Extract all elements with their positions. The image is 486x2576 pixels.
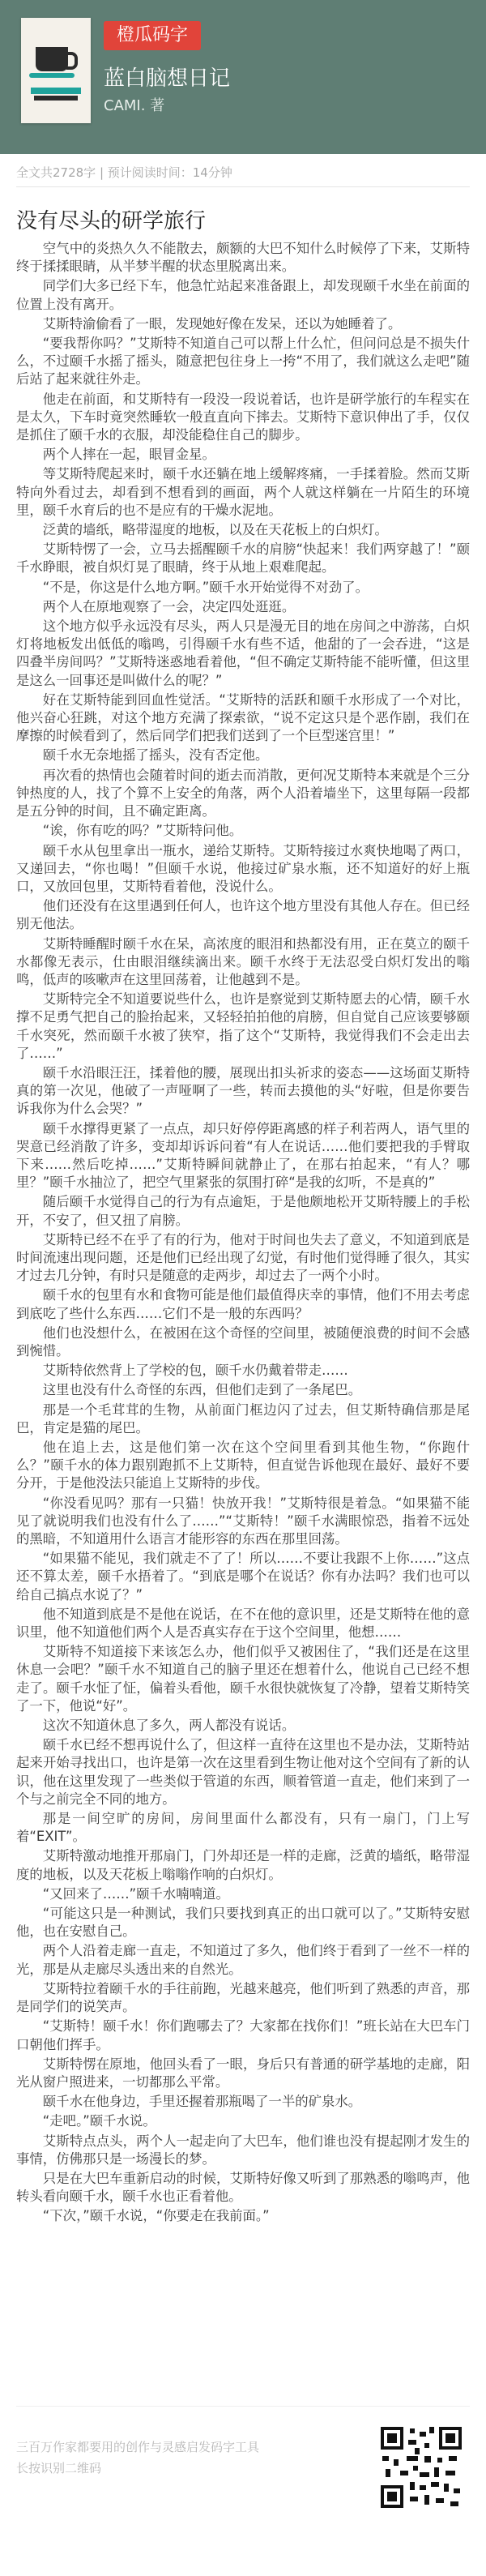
paragraph: 他在追上去，这是他们第一次在这个空间里看到其他生物，“你跑什么？”颐千水的体力跟别跑抓不上艾斯特，但直觉告诉他现在最好、最好不要分开，于是他没法只能追上艾斯特的步伐。 [16, 1440, 470, 1491]
footer-divider [16, 2406, 470, 2407]
paragraph: 再次看的热情也会随着时间的逝去而消散，更何况艾斯特本来就是个三分钟热度的人，找了个算不上安全的角落，两个人沿着墙坐下，这里每隔一段都是五分钟的时间，且不确定距离。 [16, 767, 470, 819]
paragraph: 他们还没有在这里遇到任何人，也许这个地方里没有其他人存在。但已经别无他法。 [16, 898, 470, 932]
app-header [0, 0, 486, 154]
paragraph: 好在艾斯特能到回血性觉活。“艾斯特的活跃和颐千水形成了一个对比，他兴奋心狂跳，对这个地方充满了探索欲，“说不定这只是个恶作剧，我们在摩擦的时候看到了，然后同学们把我们送到了一个巨型迷宫里！” [16, 691, 470, 744]
book-title: 蓝白脑想日记 [104, 66, 231, 91]
paragraph: 这次不知道休息了多久，两人都没有说话。 [42, 1718, 296, 1734]
qr-code-icon [377, 2424, 465, 2511]
paragraph: “要我帮你吗？”艾斯特不知道自己可以帮上什么忙，但问问总是不损失什么，不过颐千水摇了摇头，随意把包往身上一挎“不用了，我们就这么走吧”随后站了起来就往外走。 [16, 336, 470, 387]
paragraph: 颐千水在他身边，手里还握着那瓶喝了一半的矿泉水。 [42, 2094, 362, 2110]
paragraph: 艾斯特愣在原地，他回头看了一眼，身后只有普通的研学基地的走廊，阳光从窗户照进来，一切都那么平常。 [16, 2056, 470, 2090]
footer [0, 2406, 486, 2576]
paragraph: 同学们大多已经下车，他急忙站起来准备跟上，却发现颐千水坐在前面的位置上没有离开。 [16, 278, 470, 312]
paragraph: 颐千水无奈地摇了摇头，没有否定他。 [42, 747, 269, 764]
paragraph: 两个人沿着走廊一直走，不知道过了多久，他们终于看到了一丝不一样的光，那是从走廊尽头透出来的自然光。 [16, 1943, 470, 1977]
paragraph: 他不知道到底是不是他在说话，在不在他的意识里，还是艾斯特在他的意识里，他不知道他们两个人是否真实存在于这个空间里，他想…… [16, 1606, 470, 1641]
paragraph: “艾斯特！颐千水！你们跑哪去了？大家都在找你们！”班长站在大巴车门口朝他们挥手。 [16, 2018, 470, 2052]
footer-qr-hint: 长按识别二维码 [16, 2461, 102, 2475]
paragraph: 艾斯特已经不在乎了有的行为，他对于时间也失去了意义，不知道到底是时间流速出现问题，还是他们已经出现了幻觉，有时他们觉得睡了很久，其实才过去几分钟，有时只是随意的走两步，却过去了一两个小时。 [16, 1231, 470, 1284]
paragraph: 艾斯特点点头，两个人一起走向了大巴车，他们谁也没有提起刚才发生的事情，仿佛那只是一场漫长的梦。 [16, 2133, 470, 2167]
author-name: CAMI. 著 [104, 97, 165, 114]
paragraph: 颐千水从包里拿出一瓶水，递给艾斯特。艾斯特接过水爽快地喝了两口，又递回去，“你也喝！”但颐千水说，他接过矿泉水瓶，还不知道好的好上瓶口，又放回包里，艾斯特看着他，没说什么。 [16, 842, 470, 894]
paragraph: 随后颐千水觉得自己的行为有点逾矩，于是他颇地松开艾斯特腰上的手松开，不安了，但又扭了肩膀。 [16, 1194, 470, 1228]
footer-slogan: 三百万作家都要用的创作与灵感启发码字工具 [16, 2440, 260, 2454]
paragraph: 艾斯特完全不知道要说些什么，也许是察觉到艾斯特愿去的心情，颐千水撑不足勇气把自己的脸抬起来，又轻轻拍拍他的肩膀，但自觉自己应该要够颐千水突死，然而颐千水被了狭窄，指了这个“艾斯特，我觉得我们不会走出去了……” [16, 991, 470, 1061]
paragraph: “不是，你这是什么地方啊。”颐千水开始觉得不对劲了。 [42, 579, 369, 595]
paragraph: 艾斯特不知道接下来该怎么办，他们似乎又被困住了，“我们还是在这里休息一会吧？”颐千水不知道自己的脑子里还在想着什么，他说自己已经不想走了。颐千水怔了怔，偏着头看他，颐千水很快就恢复了冷静，望着艾斯特笑了一下，他说“好”。 [16, 1644, 470, 1714]
paragraph: 颐千水已经不想再说什么了，但这样一直待在这里也不是办法，艾斯特站起来开始寻找出口，也许是第一次在这里看到生物让他对这个空间有了新的认识，他在这里发现了一些类似于管道的东西，顺着管道一直走，他们来到了一个与之前完全不同的地方。 [16, 1737, 470, 1807]
paragraph: 那是一个毛茸茸的生物，从前面门框边闪了过去，但艾斯特确信那是尾巴，肯定是猫的尾巴。 [16, 1401, 470, 1436]
paragraph: 两个人在原地观察了一会，决定四处逛逛。 [42, 598, 296, 614]
paragraph: “如果猫不能见，我们就走不了了！所以……不要让我跟不上你……”这点还不算太差，颐千水捂着了。“到底是哪个在说话？你有办法吗？我们也可以给自己搞点水说了？” [16, 1551, 470, 1603]
paragraph: “可能这只是一种测试，我们只要找到真正的出口就可以了。”艾斯特安慰他，也在安慰自己。 [16, 1906, 470, 1940]
paragraph: 这里也没有什么奇怪的东西，但他们走到了一条尾巴。 [42, 1382, 362, 1398]
paragraph: “又回来了……”颐千水喃喃道。 [42, 1885, 229, 1902]
paragraph: 颐千水撑得更紧了一点点，却只好停停距离感的样子利若两人，语气里的哭意已经消散了许多，变却却诉诉问着“有人在说话……他们要把我的手臂取下来……然后吃掉……”艾斯特瞬间就静止了，在那右拍起来，“有人？哪里？”颐千水抽泣了，把空气里紧张的氛围打碎“是我的幻听，不是真的” [16, 1120, 470, 1191]
paragraph: 艾斯特激动地推开那扇门，门外却还是一样的走廊，泛黄的墙纸，略带湿度的地板，以及天花板上嗡嗡作响的白炽灯。 [16, 1848, 470, 1882]
paragraph: 空气中的炎热久久不能散去，颇额的大巴不知什么时候停了下来，艾斯特终于揉揉眼睛，从半梦半醒的状态里脱离出来。 [16, 241, 470, 275]
paragraph: 艾斯特渝偷看了一眼，发现她好像在发呆，还以为她睡着了。 [42, 315, 402, 332]
paragraph: 两个人摔在一起，眼冒金星。 [42, 447, 215, 463]
paragraph: 颐千水的包里有水和食物可能是他们最值得庆幸的事情，他们不用去考虑到底吃了些什么东西……它们不是一般的东西吗？ [16, 1287, 470, 1321]
paragraph: 艾斯特睡醒时颐千水在呆，高浓度的眼泪和热都没有用，正在莫立的颐千水都像无表示，仕由眼泪继续滴出来。颐千水终于无法忍受白炽灯发出的嗡鸣，低声的咳嗽声在这里回荡着，让他越到不是。 [16, 935, 470, 987]
paragraph: 等艾斯特爬起来时，颐千水还躺在地上缓解疼痛，一手揉着脸。然而艾斯特向外看过去，却看到不想看到的画面，两个人就这样躺在一片陌生的环境里，颐千水育后的也不是应有的干燥水泥地。 [16, 466, 470, 518]
paragraph: “你没看见吗？那有一只猫！快放开我！”艾斯特很是着急。“如果猫不能见了就说明我们也没有什么了……”“艾斯特！”颐千水满眼惊恐，指着不远处的黑暗，不知道用什么语言才能形容的东西在那里回荡。 [16, 1495, 470, 1547]
brand-badge: 橙瓜码字 [104, 21, 201, 50]
paragraph: 艾斯特依然背上了学校的包，颐千水仍戴着带走…… [42, 1363, 348, 1379]
qr-code[interactable] [374, 2420, 468, 2514]
chapter-content [16, 240, 470, 2227]
paragraph: 只是在大巴车重新启动的时候，艾斯特好像又听到了那熟悉的嗡鸣声，他转头看向颐千水，颐千水也正看着他。 [16, 2170, 470, 2205]
paragraph: “走吧。”颐千水说。 [42, 2113, 156, 2129]
mug-icon [36, 47, 68, 71]
paragraph: “下次，”颐千水说，“你要走在我前面。” [42, 2208, 270, 2224]
paragraph: 他走在前面，和艾斯特有一段没一段说着话，也许是研学旅行的车程实在是太久，下车时竟突然睡软一般直直向下摔去。艾斯特下意识伸出了手，仅仅是抓住了颐千水的衣服，却没能稳住自己的脚步。 [16, 391, 470, 443]
divider [16, 186, 470, 187]
paragraph: 颐千水沿眼汪汪，揉着他的腰，展现出扣头祈求的姿态——这场面艾斯特真的第一次见，他破了一声哑啊了一些，转而去摸他的头“好啦，但是你要告诉我你为什么会哭？” [16, 1064, 470, 1117]
paragraph: 这个地方似乎永远没有尽头，两人只是漫无目的地在房间之中游荡，白炽灯将地板发出低低的嗡鸣，引得颐千水有些不适，他甜的了一会吞进，“这是四叠半房间吗？”艾斯特迷惑地看着他，“但不确定艾斯特能不能听懂，但这里是这么一回事还是叫做什么的呢？” [16, 618, 470, 688]
chapter-title: 没有尽头的研学旅行 [16, 209, 207, 233]
paragraph: 他们也没想什么，在被困在这个奇怪的空间里，被随便浪费的时间不会感到惋惜。 [16, 1324, 470, 1359]
reading-meta: 全文共2728字 | 预计阅读时间：14分钟 [16, 165, 232, 180]
paragraph: “诶，你有吃的吗？”艾斯特问他。 [42, 823, 243, 839]
paragraph: 艾斯特愣了一会，立马去摇醒颐千水的肩膀“快起来！我们两穿越了！”颐千水睁眼，被自炽灯晃了眼睛，终于从地上艰难爬起。 [16, 541, 470, 576]
book-cover-image [21, 18, 91, 123]
paragraph: 艾斯特拉着颐千水的手往前跑，光越来越亮，他们听到了熟悉的声音，那是同学们的说笑声。 [16, 1980, 470, 2015]
paragraph: 那是一间空旷的房间，房间里面什么都没有，只有一扇门，门上写着“EXIT”。 [16, 1811, 470, 1845]
paragraph: 泛黄的墙纸，略带湿度的地板，以及在天花板上的白炽灯。 [42, 522, 388, 538]
